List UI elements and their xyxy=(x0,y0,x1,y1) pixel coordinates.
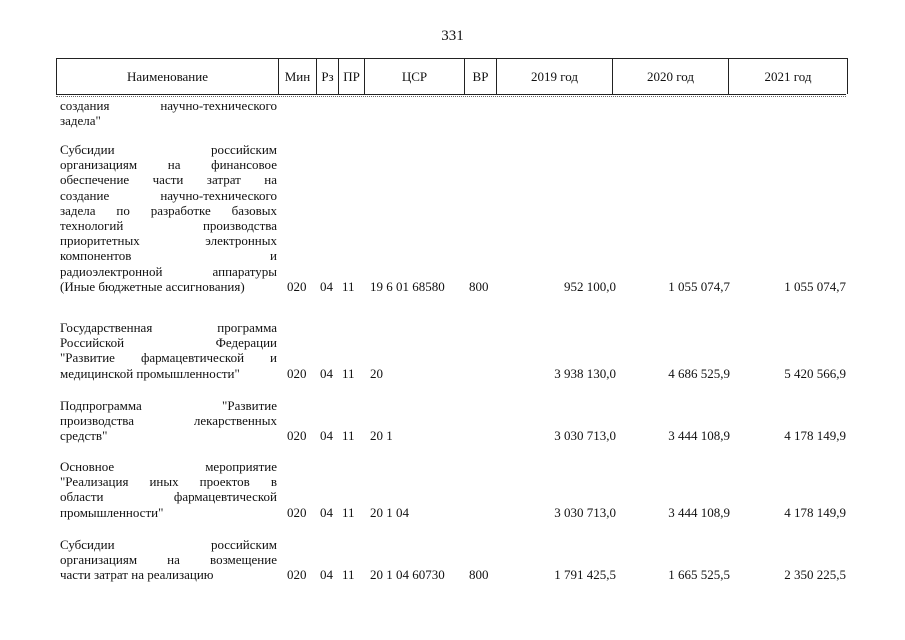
cell-2019: 3 938 130,0 xyxy=(554,365,616,381)
cell-2020: 3 444 108,9 xyxy=(668,428,730,444)
cell-2019: 3 030 713,0 xyxy=(554,504,616,520)
cell-min: 020 xyxy=(287,504,307,520)
table-header xyxy=(56,58,848,94)
header-csr: ЦСР xyxy=(365,59,465,94)
cell-csr: 20 1 xyxy=(370,428,393,444)
cell-2020: 3 444 108,9 xyxy=(668,504,730,520)
row-name-line: Субсидии российским xyxy=(60,142,277,157)
header-border xyxy=(56,94,846,95)
row-name xyxy=(60,398,277,444)
row-name-line: области фармацевтической xyxy=(60,489,277,505)
cell-csr: 20 xyxy=(370,365,383,381)
row-name-line: "Реализация иных проектов в xyxy=(60,474,277,490)
row-name-line: Государственная программа xyxy=(60,320,277,335)
cell-pr: 11 xyxy=(342,428,355,444)
row-name-line: Подпрограмма "Развитие xyxy=(60,398,277,413)
cell-min: 020 xyxy=(287,278,307,294)
header-2021: 2021 год xyxy=(764,68,812,84)
header-2020: 2020 год xyxy=(613,59,729,94)
cell-csr: 19 6 01 68580 xyxy=(370,278,445,294)
cell-rz: 04 xyxy=(320,504,333,520)
cell-rz: 04 xyxy=(320,278,333,294)
row-name-line: производства лекарственных xyxy=(60,413,277,429)
cell-vr: 800 xyxy=(469,278,489,294)
row-name-line: компонентов и xyxy=(60,248,277,264)
cell-rz: 04 xyxy=(320,428,333,444)
header-vr: ВР xyxy=(465,59,497,94)
row-name xyxy=(60,537,277,583)
cell-csr: 20 1 04 xyxy=(370,504,409,520)
cell-2021: 4 178 149,9 xyxy=(784,428,846,444)
row-name-line: создания научно-технического xyxy=(60,98,277,113)
cell-csr: 20 1 04 60730 xyxy=(370,567,445,583)
cell-2021: 1 055 074,7 xyxy=(784,278,846,294)
header-name: Наименование xyxy=(57,59,279,94)
row-name-line: организациям на возмещение xyxy=(60,552,277,568)
cell-2021: 4 178 149,9 xyxy=(784,504,846,520)
header-2019: 2019 год xyxy=(497,59,613,94)
row-name-line: промышленности" xyxy=(60,504,164,520)
cell-2021: 5 420 566,9 xyxy=(784,365,846,381)
cell-min: 020 xyxy=(287,567,307,583)
row-name-line: создание научно-технического xyxy=(60,187,277,203)
cell-2019: 952 100,0 xyxy=(564,278,616,294)
row-name-line: Российской Федерации xyxy=(60,335,277,351)
cell-2019: 1 791 425,5 xyxy=(554,567,616,583)
row-name-line: технологий производства xyxy=(60,218,277,234)
row-name xyxy=(60,320,277,381)
cell-pr: 11 xyxy=(342,278,355,294)
cell-2020: 1 665 525,5 xyxy=(668,567,730,583)
row-name-line: организациям на финансовое xyxy=(60,157,277,173)
cell-2021: 2 350 225,5 xyxy=(784,567,846,583)
cell-pr: 11 xyxy=(342,567,355,583)
cell-rz: 04 xyxy=(320,365,333,381)
cell-pr: 11 xyxy=(342,365,355,381)
cell-min: 020 xyxy=(287,365,307,381)
row-name-line: Основное мероприятие xyxy=(60,459,277,474)
row-name-line: средств" xyxy=(60,428,108,444)
header-min: Мин xyxy=(279,59,317,94)
header-rz: Рз xyxy=(317,59,339,94)
header-pr: ПР xyxy=(339,59,365,94)
cell-rz: 04 xyxy=(320,567,333,583)
row-name-line: приоритетных электронных xyxy=(60,233,277,249)
cell-2020: 1 055 074,7 xyxy=(668,278,730,294)
row-name-line: "Развитие фармацевтической и xyxy=(60,350,277,366)
cell-2020: 4 686 525,9 xyxy=(668,365,730,381)
cell-pr: 11 xyxy=(342,504,355,520)
row-name-line: (Иные бюджетные ассигнования) xyxy=(60,278,245,294)
row-name xyxy=(60,459,277,520)
cell-vr: 800 xyxy=(469,567,489,583)
page-number: 331 xyxy=(441,28,464,44)
row-name-line: радиоэлектронной аппаратуры xyxy=(60,263,277,279)
cell-min: 020 xyxy=(287,428,307,444)
row-name xyxy=(60,98,277,128)
row-name xyxy=(60,142,277,294)
cell-2019: 3 030 713,0 xyxy=(554,428,616,444)
row-name-line: Субсидии российским xyxy=(60,537,277,552)
row-name-line: части затрат на реализацию xyxy=(60,567,214,583)
header-border-dotted xyxy=(56,96,846,97)
row-name-line: задела по разработке базовых xyxy=(60,202,277,218)
row-name-line: медицинской промышленности" xyxy=(60,365,240,381)
row-name-line: задела" xyxy=(60,113,101,129)
row-name-line: обеспечение части затрат на xyxy=(60,172,277,188)
